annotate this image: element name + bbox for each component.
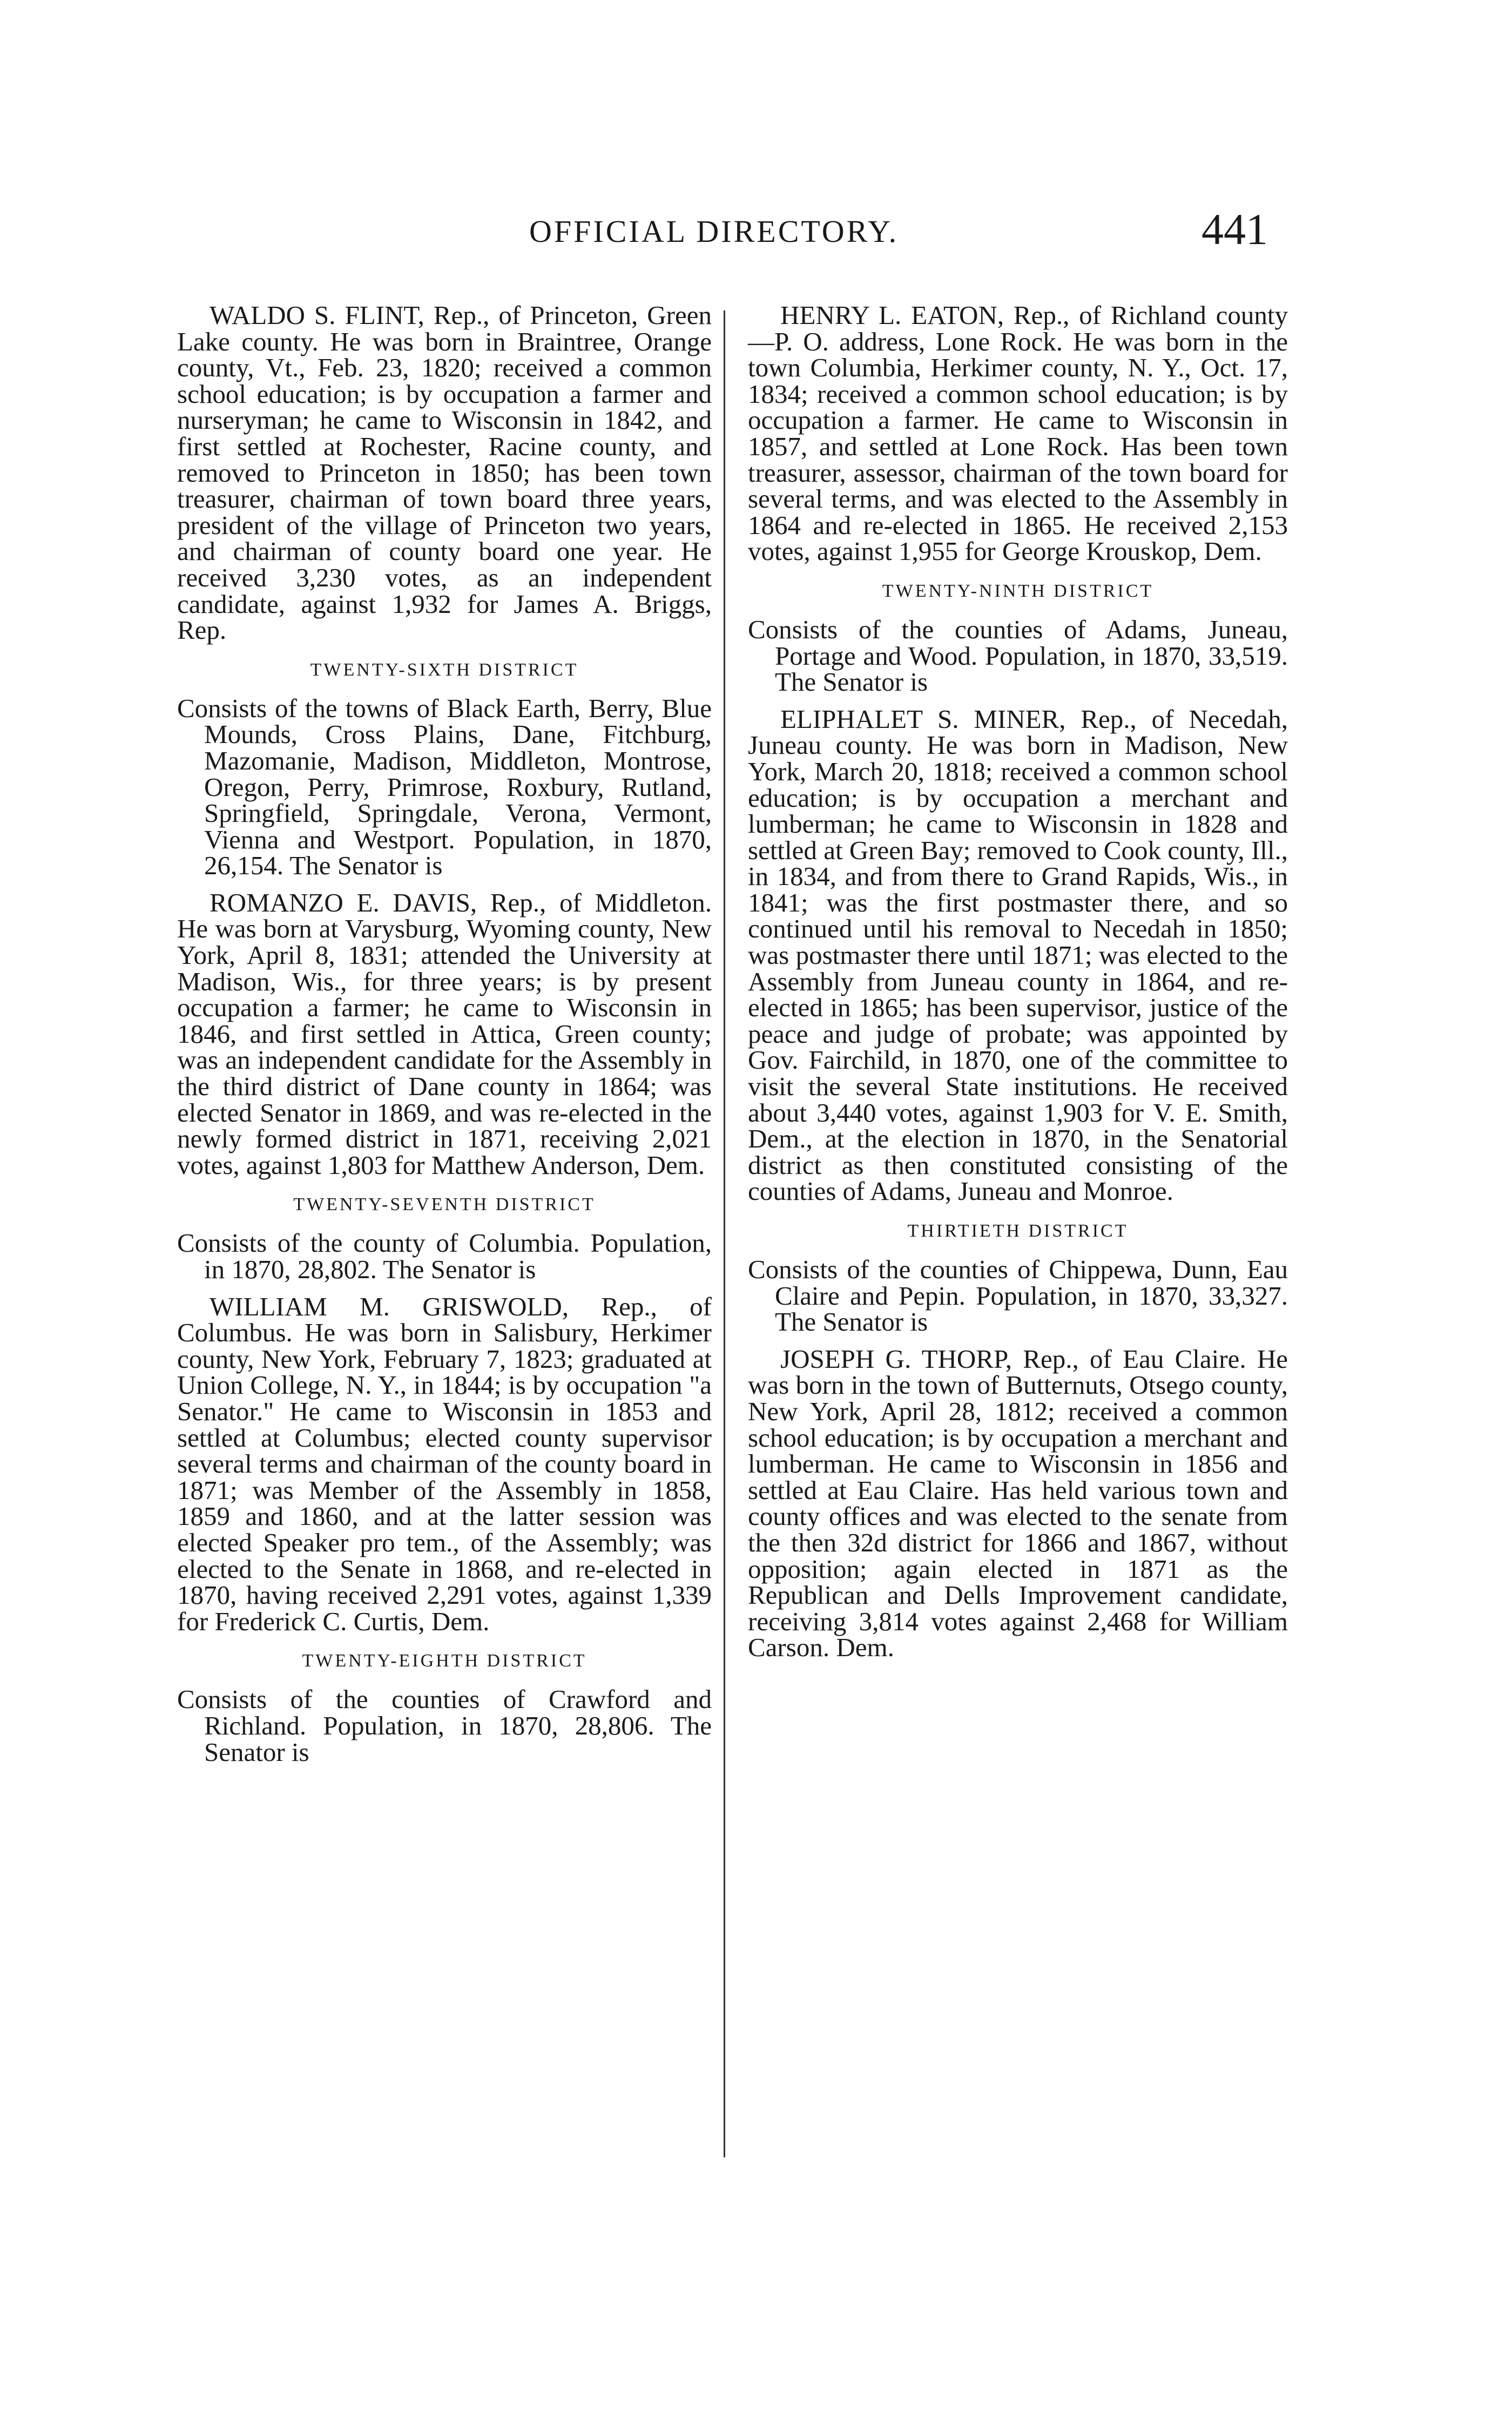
- senator-bio-davis: ROMANZO E. DAVIS, Rep., of Middleton. He was born at Varysburg, Wyoming county, New York, April 8, 1831; attended the University at Madison, Wis., for three years; is by present occupation a farmer; he came to Wisconsin in 1846, and first settled in Attica, Green county; was an independent candidate for the Assembly in the third district of Dane county in 1864; was elected Senator in 1869, and was re-elected in the newly formed district in 1871, receiving 2,021 votes, against 1,803 for Matthew Anderson, Dem.: [177, 887, 712, 1180]
- district-heading-30: THIRTIETH DISTRICT: [907, 1221, 1129, 1241]
- senator-bio-thorp: JOSEPH G. THORP, Rep., of Eau Claire. He was born in the town of Butternuts, Otsego county, New York, April 28, 1812; received a common school education; is by occupation a merchant and lumberman. He came to Wisconsin in 1856 and settled at Eau Claire. Has held various town and county offices and was elected to the senate from the then 32d district for 1866 and 1867, without opposition; again elected in 1871 as the Republican and Dells Improvement candidate, receiving 3,814 votes against 2,468 for William Carson. Dem.: [748, 1344, 1288, 1663]
- senator-bio-griswold: WILLIAM M. GRISWOLD, Rep., of Columbus. He was born in Salisbury, Herkimer county, New York, February 7, 1823; graduated at Union College, N. Y., in 1844; is by occupation "a Senator." He came to Wisconsin in 1853 and settled at Columbus; elected county supervisor several terms and chairman of the county board in 1871; was Member of the Assembly in 1858, 1859 and 1860, and at the latter session was elected Speaker pro tem., of the Assembly; was elected to the Senate in 1868, and re-elected in 1870, having received 2,291 votes, against 1,339 for Frederick C. Curtis, Dem.: [177, 1291, 712, 1636]
- district-description-28: Consists of the counties of Crawford and Richland. Population, in 1870, 28,806. The Senator is: [177, 1684, 712, 1767]
- page-number: 441: [1202, 205, 1268, 254]
- district-description-26: Consists of the towns of Black Earth, Berry, Blue Mounds, Cross Plains, Dane, Fitchburg, Mazomanie, Madison, Middleton, Montrose, Oregon, Perry, Primrose, Roxbury, Rutland, Springfield, Springdale, Verona, Vermont, Vienna and Westport. Population, in 1870, 26,154. The Senator is: [177, 693, 712, 881]
- senator-bio-flint: WALDO S. FLINT, Rep., of Princeton, Green Lake county. He was born in Braintree, Orange county, Vt., Feb. 23, 1820; received a common school education; is by occupation a farmer and nurseryman; he came to Wisconsin in 1842, and first settled at Rochester, Racine county, and removed to Princeton in 1850; has been town treasurer, chairman of town board three years, president of the village of Princeton two years, and chairman of county board one year. He received 3,230 votes, as an independent candidate, against 1,932 for James A. Briggs, Rep.: [177, 300, 712, 645]
- district-heading-27: TWENTY-SEVENTH DISTRICT: [293, 1194, 596, 1215]
- senator-bio-miner: ELIPHALET S. MINER, Rep., of Necedah, Juneau county. He was born in Madison, New York, March 20, 1818; received a common school education; is by occupation a merchant and lumberman; he came to Wisconsin in 1828 and settled at Green Bay; removed to Cook county, Ill., in 1834, and from there to Grand Rapids, Wis., in 1841; was the first postmaster there, and so continued until his removal to Necedah in 1850; was postmaster there until 1871; was elected to the Assembly from Juneau county in 1864, and re-elected in 1865; has been supervisor, justice of the peace and judge of probate; was appointed by Gov. Fairchild, in 1870, one of the committee to visit the several State institutions. He received about 3,440 votes, against 1,903 for V. E. Smith, Dem., at the election in 1870, in the Senatorial district as then constituted consisting of the counties of Adams, Juneau and Monroe.: [748, 704, 1288, 1206]
- right-column: [748, 302, 1288, 1661]
- district-heading-28: TWENTY-EIGHTH DISTRICT: [302, 1651, 587, 1671]
- district-description-27: Consists of the county of Columbia. Population, in 1870, 28,802. The Senator is: [177, 1228, 712, 1284]
- column-divider: [724, 310, 725, 2157]
- district-description-29: Consists of the counties of Adams, Juneau, Portage and Wood. Population, in 1870, 33,519. The Senator is: [748, 614, 1288, 697]
- district-description-30: Consists of the counties of Chippewa, Dunn, Eau Claire and Pepin. Population, in 1870, 33,327. The Senator is: [748, 1254, 1288, 1337]
- district-heading-29: TWENTY-NINTH DISTRICT: [882, 580, 1154, 601]
- district-heading-26: TWENTY-SIXTH DISTRICT: [310, 659, 579, 680]
- running-title: OFFICIAL DIRECTORY.: [529, 214, 899, 249]
- senator-bio-eaton: HENRY L. EATON, Rep., of Richland county—P. O. address, Lone Rock. He was born in the town Columbia, Herkimer county, N. Y., Oct. 17, 1834; received a common school education; is by occupation a farmer. He came to Wisconsin in 1857, and settled at Lone Rock. Has been town treasurer, assessor, chairman of the town board for several terms, and was elected to the Assembly in 1864 and re-elected in 1865. He received 2,153 votes, against 1,955 for George Krouskop, Dem.: [748, 300, 1288, 566]
- left-column: [177, 302, 712, 1765]
